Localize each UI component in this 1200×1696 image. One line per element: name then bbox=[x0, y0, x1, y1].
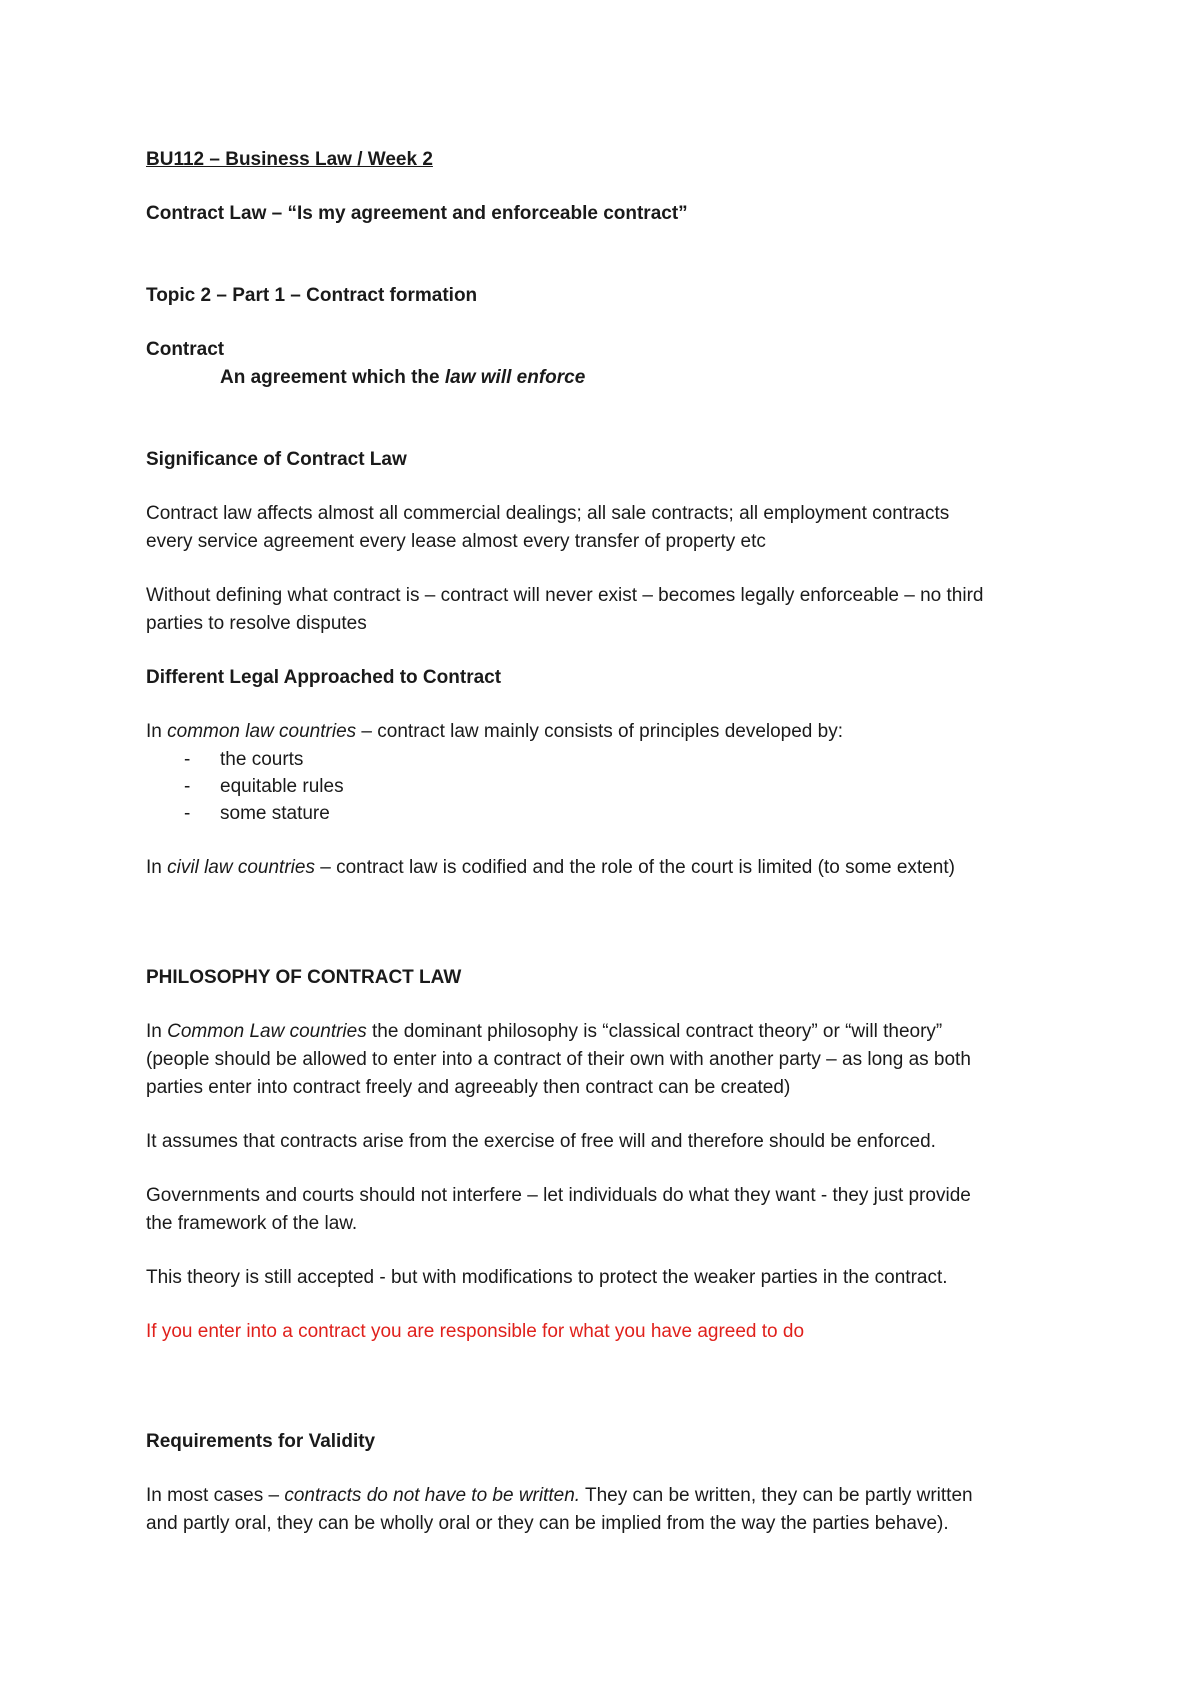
significance-para1-line1: Contract law affects almost all commercial dealings; all sale contracts; all employment contracts bbox=[146, 503, 950, 524]
civil-emphasis: civil law countries bbox=[167, 857, 315, 878]
philosophy-p4: This theory is still accepted - but with modifications to protect the weaker parties in the contract. bbox=[146, 1267, 948, 1288]
validity-line2: and partly oral, they can be wholly oral or they can be implied from the way the parties behave). bbox=[146, 1513, 949, 1534]
validity-heading: Requirements for Validity bbox=[146, 1431, 376, 1452]
bullet-dash: - bbox=[184, 776, 191, 797]
subtitle: Contract Law – “Is my agreement and enforceable contract” bbox=[146, 203, 688, 224]
philosophy-p2: It assumes that contracts arise from the exercise of free will and therefore should be enforced. bbox=[146, 1131, 936, 1152]
bullet-item: some stature bbox=[220, 803, 330, 824]
common-prefix: In bbox=[146, 721, 168, 742]
civil-prefix: In bbox=[146, 857, 168, 878]
civil-law-line bbox=[146, 856, 955, 880]
philosophy-p1-line2: (people should be allowed to enter into a contract of their own with another party – as long as both bbox=[146, 1049, 971, 1070]
bullet-dash: - bbox=[184, 749, 191, 770]
highlight-red-statement: If you enter into a contract you are responsible for what you have agreed to do bbox=[146, 1321, 805, 1342]
validity-suffix: They can be written, they can be partly written bbox=[580, 1485, 973, 1506]
significance-heading: Significance of Contract Law bbox=[146, 449, 407, 470]
approaches-heading: Different Legal Approached to Contract bbox=[146, 667, 502, 688]
validity-line1 bbox=[146, 1484, 973, 1508]
p1-prefix: In bbox=[146, 1021, 168, 1042]
bullet-dash: - bbox=[184, 803, 191, 824]
philosophy-p3-line1: Governments and courts should not interfere – let individuals do what they want - they just provide bbox=[146, 1185, 971, 1206]
contract-heading: Contract bbox=[146, 339, 225, 360]
p1-emphasis: Common Law countries bbox=[167, 1021, 367, 1042]
p1-suffix: the dominant philosophy is “classical contract theory” or “will theory” bbox=[366, 1021, 943, 1042]
definition-emphasis: law will enforce bbox=[444, 367, 586, 388]
civil-suffix: – contract law is codified and the role of the court is limited (to some extent) bbox=[314, 857, 955, 878]
common-law-line bbox=[146, 720, 843, 744]
significance-para1-line2: every service agreement every lease almost every transfer of property etc bbox=[146, 531, 766, 552]
significance-para2-line1: Without defining what contract is – contract will never exist – becomes legally enforceable – no third bbox=[146, 585, 984, 606]
bullet-item: equitable rules bbox=[220, 776, 344, 797]
common-suffix: – contract law mainly consists of principles developed by: bbox=[356, 721, 844, 742]
philosophy-p1-line3: parties enter into contract freely and agreeably then contract can be created) bbox=[146, 1077, 791, 1098]
philosophy-p3-line2: the framework of the law. bbox=[146, 1213, 358, 1234]
contract-definition bbox=[220, 366, 585, 390]
definition-prefix: An agreement which the bbox=[220, 367, 445, 388]
philosophy-heading: PHILOSOPHY OF CONTRACT LAW bbox=[146, 967, 462, 988]
topic-heading: Topic 2 – Part 1 – Contract formation bbox=[146, 285, 478, 306]
philosophy-p1-line1 bbox=[146, 1020, 942, 1044]
common-emphasis: common law countries bbox=[167, 721, 357, 742]
course-title: BU112 – Business Law / Week 2 bbox=[146, 149, 433, 170]
validity-prefix: In most cases – bbox=[146, 1485, 285, 1506]
bullet-item: the courts bbox=[220, 749, 304, 770]
validity-emphasis: contracts do not have to be written. bbox=[284, 1485, 581, 1506]
significance-para2-line2: parties to resolve disputes bbox=[146, 613, 367, 634]
